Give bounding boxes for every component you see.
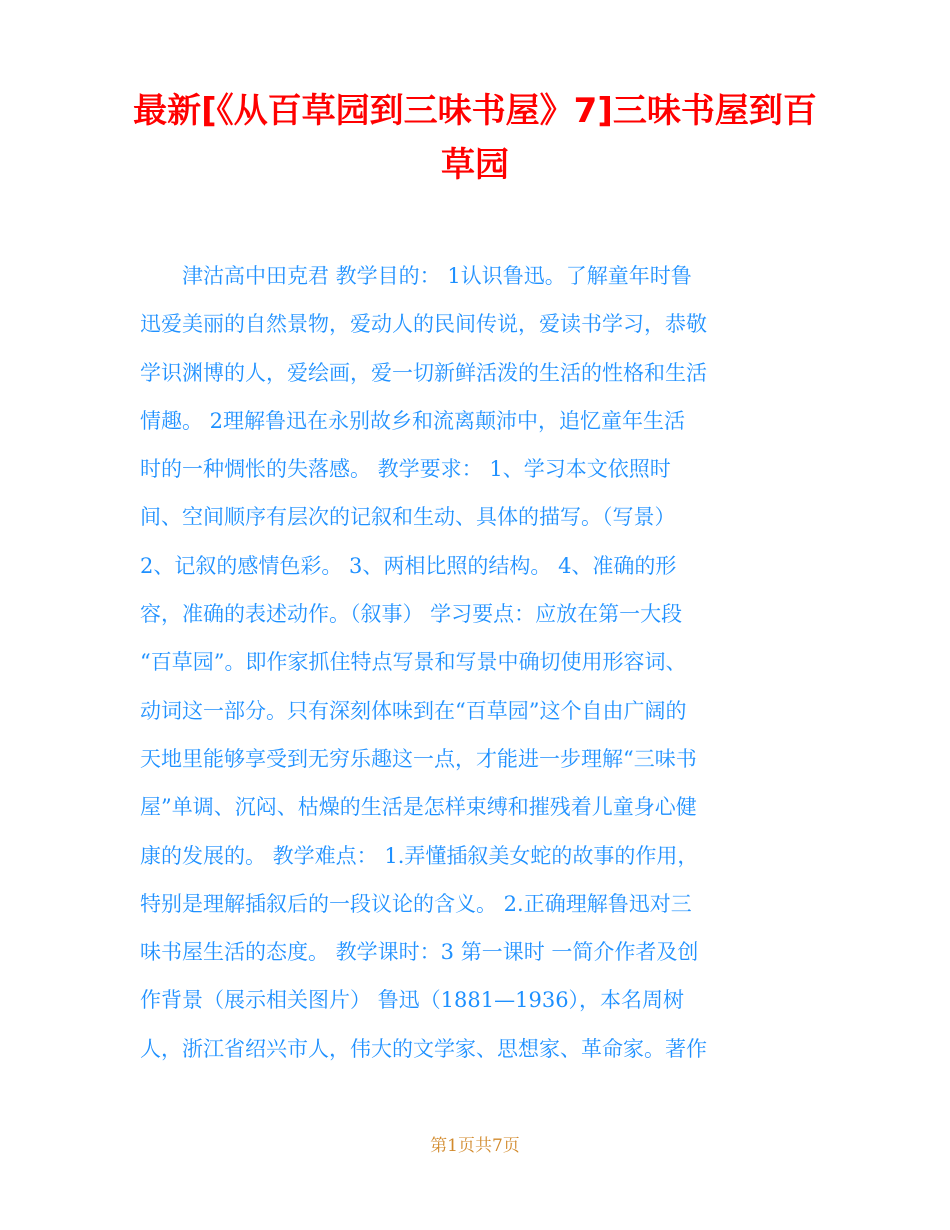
title-line-2: 草园 bbox=[441, 145, 509, 185]
body-line: 迅爱美丽的自然景物，爱动人的民间传说，爱读书学习，恭敬 bbox=[140, 312, 707, 337]
body-line: 人，浙江省绍兴市人，伟大的文学家、思想家、革命家。著作 bbox=[140, 1036, 707, 1061]
body-line: 容，准确的表述动作。（叙事） 学习要点：应放在第一大段 bbox=[140, 602, 683, 627]
body-line: 作背景（展示相关图片） 鲁迅（1881—1936），本名周树 bbox=[140, 988, 685, 1013]
document-body bbox=[140, 252, 812, 1073]
body-line: 间、空间顺序有层次的记叙和生动、具体的描写。（写景） bbox=[140, 505, 676, 530]
body-line: 津沽高中田克君 教学目的： 1认识鲁迅。了解童年时鲁 bbox=[140, 264, 692, 288]
body-line: 天地里能够享受到无穷乐趣这一点，才能进一步理解“三味书 bbox=[140, 746, 697, 771]
body-line: 情趣。 2理解鲁迅在永别故乡和流离颠沛中，追忆童年生活 bbox=[140, 408, 686, 433]
body-line: 康的发展的。 教学难点： 1.弄懂插叙美女蛇的故事的作用， bbox=[140, 843, 699, 868]
body-line: 屋”单调、沉闷、枯燥的生活是怎样束缚和摧残着儿童身心健 bbox=[140, 795, 697, 820]
body-line: 味书屋生活的态度。 教学课时：3 第一课时 一简介作者及创 bbox=[140, 940, 699, 965]
document-title bbox=[120, 84, 830, 192]
body-line: 2、记叙的感情色彩。 3、两相比照的结构。 4、准确的形 bbox=[140, 553, 677, 578]
body-line: 学识渊博的人，爱绘画，爱一切新鲜活泼的生活的性格和生活 bbox=[140, 360, 707, 385]
body-line: 时的一种惆怅的失落感。 教学要求： 1、学习本文依照时 bbox=[140, 457, 671, 482]
body-line: 动词这一部分。只有深刻体味到在“百草园”这个自由广阔的 bbox=[140, 698, 687, 723]
page-footer: 第1页共7页 bbox=[430, 1136, 520, 1156]
body-line: 特别是理解插叙后的一段议论的含义。 2.正确理解鲁迅对三 bbox=[140, 891, 692, 916]
title-line-1: 最新[《从百草园到三味书屋》7]三味书屋到百 bbox=[133, 91, 817, 131]
body-line: “百草园”。即作家抓住特点写景和写景中确切使用形容词、 bbox=[140, 650, 687, 675]
